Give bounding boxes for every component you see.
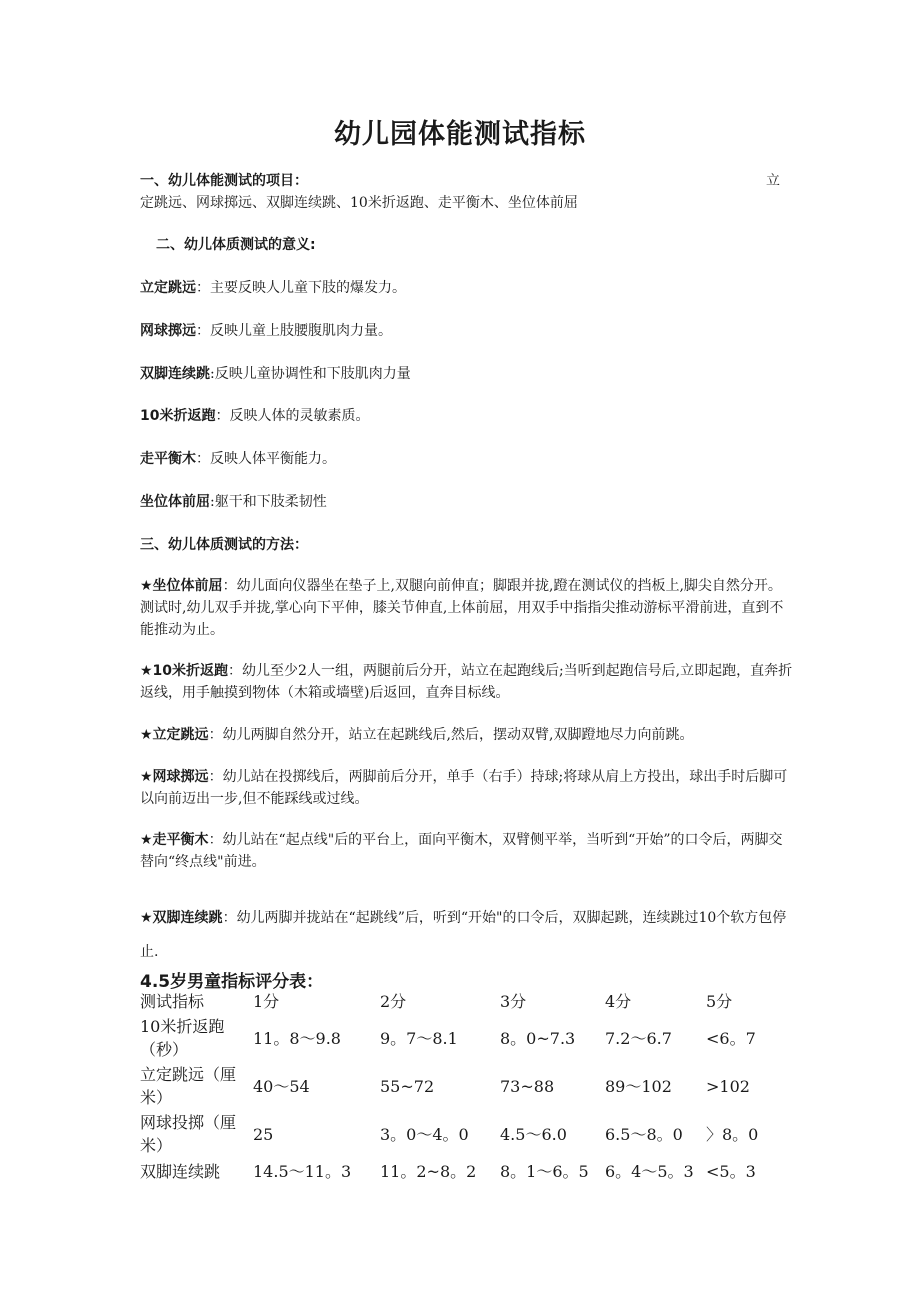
meaning-label: 坐位体前屈 bbox=[140, 494, 210, 510]
method-text: 幼儿站在“起点线"后的平台上，面向平衡木，双臂侧平举，当听到“开始”的口令后，两脚交替向“终点线"前进。 bbox=[140, 832, 783, 870]
meaning-text: 反映儿童上肢腰腹肌肉力量。 bbox=[210, 323, 392, 339]
meaning-text: 躯干和下肢柔韧性 bbox=[214, 494, 327, 510]
method-label: ★走平衡木 bbox=[140, 832, 209, 848]
method-label: ★坐位体前屈 bbox=[140, 578, 223, 594]
table-header-cell: 2分 bbox=[380, 992, 407, 1011]
method-text: 幼儿两脚并拢站在“起跳线”后，听到“开始"的口令后，双脚起跳，连续跳过10个软方包停止. bbox=[140, 910, 787, 960]
meaning-text: 反映人体平衡能力。 bbox=[210, 451, 336, 467]
table-cell: <6。7 bbox=[706, 1029, 756, 1048]
table-cell: 〉8。0 bbox=[706, 1125, 759, 1144]
method-item bbox=[140, 660, 795, 704]
section3-heading: 三、幼儿体质测试的方法： bbox=[140, 537, 308, 553]
method-item bbox=[140, 766, 795, 810]
table-cell: 9。7～8.1 bbox=[380, 1029, 458, 1048]
method-item bbox=[140, 901, 795, 969]
meaning-item bbox=[140, 448, 336, 470]
table-cell: 25 bbox=[253, 1125, 274, 1144]
method-text: 幼儿站在投掷线后，两脚前后分开，单手（右手）持球;将球从肩上方投出，球出手时后脚可以向前迈出一步,但不能踩线或过线。 bbox=[140, 769, 788, 807]
meaning-text: 主要反映人儿童下肢的爆发力。 bbox=[210, 280, 406, 296]
meaning-sep: ： bbox=[215, 408, 230, 424]
table-header-cell: 1分 bbox=[253, 992, 280, 1011]
table-cell: 8。0~7.3 bbox=[500, 1029, 576, 1048]
table-cell: 7.2～6.7 bbox=[605, 1029, 672, 1048]
meaning-text: 反映儿童协调性和下肢肌肉力量 bbox=[214, 366, 411, 382]
meaning-label: 10米折返跑 bbox=[140, 408, 216, 424]
method-label: ★双脚连续跳 bbox=[140, 910, 223, 926]
method-label: ★网球掷远 bbox=[140, 769, 209, 785]
table-header-cell: 测试指标 bbox=[140, 992, 205, 1011]
table-cell: 3。0～4。0 bbox=[380, 1125, 469, 1144]
table-row-label: 双脚连续跳 bbox=[140, 1162, 221, 1181]
meaning-item bbox=[140, 405, 369, 427]
table-row-label: 立定跳远（厘米） bbox=[140, 1065, 237, 1107]
table-cell: 11。2~8。2 bbox=[380, 1162, 477, 1181]
table-cell: 89～102 bbox=[605, 1077, 672, 1096]
method-sep: ： bbox=[208, 727, 223, 743]
table-cell: 40～54 bbox=[253, 1077, 310, 1096]
method-sep: ： bbox=[222, 578, 237, 594]
method-item bbox=[140, 724, 795, 746]
table-cell: 8。1～6。5 bbox=[500, 1162, 589, 1181]
meaning-sep: : bbox=[210, 366, 215, 382]
meaning-text: 反映人体的灵敏素质。 bbox=[229, 408, 370, 424]
table-cell: <5。3 bbox=[706, 1162, 756, 1181]
meaning-item bbox=[140, 491, 327, 513]
method-sep: ： bbox=[208, 769, 223, 785]
method-text: 幼儿两脚自然分开，站立在起跳线后,然后，摆动双臂,双脚蹬地尽力向前跳。 bbox=[222, 727, 694, 743]
meaning-label: 立定跳远 bbox=[140, 280, 196, 296]
table-cell: >102 bbox=[706, 1077, 750, 1096]
meaning-sep: ： bbox=[196, 323, 210, 339]
table-header-cell: 5分 bbox=[706, 992, 733, 1011]
method-label: ★10米折返跑 bbox=[140, 663, 229, 679]
table-cell: 6.5～8。0 bbox=[605, 1125, 683, 1144]
meaning-item bbox=[140, 277, 406, 299]
table-cell: 55~72 bbox=[380, 1077, 435, 1096]
method-item bbox=[140, 575, 795, 641]
method-text: 幼儿至少2人一组，两腿前后分开，站立在起跑线后;当听到起跑信号后,立即起跑，直奔折返线，用手触摸到物体（木箱或墙壁)后返回，直奔目标线。 bbox=[140, 663, 793, 701]
meaning-item bbox=[140, 320, 392, 342]
table-cell: 11。8～9.8 bbox=[253, 1029, 341, 1048]
table-title: 4.5岁男童指标评分表： bbox=[140, 972, 324, 992]
table-row-label: 10米折返跑（秒） bbox=[140, 1017, 225, 1059]
section1-heading: 一、幼儿体能测试的项目： bbox=[140, 173, 308, 189]
page-title: 幼儿园体能测试指标 bbox=[334, 119, 586, 150]
method-sep: ： bbox=[208, 832, 223, 848]
meaning-label: 走平衡木 bbox=[140, 451, 196, 467]
meaning-sep: : bbox=[210, 494, 215, 510]
meaning-label: 双脚连续跳 bbox=[140, 366, 210, 382]
section1-items-head: 立 bbox=[766, 173, 780, 189]
method-text: 幼儿面向仪器坐在垫子上,双腿向前伸直；脚跟并拢,蹬在测试仪的挡板上,脚尖自然分开。测试时,幼儿双手并拢,掌心向下平伸，膝关节伸直,上体前屈，用双手中指指尖推动游标平滑前进，直到不能推动为止。 bbox=[140, 578, 784, 638]
table-cell: 6。4～5。3 bbox=[605, 1162, 694, 1181]
table-cell: 14.5～11。3 bbox=[253, 1162, 352, 1181]
table-header-cell: 3分 bbox=[500, 992, 527, 1011]
section2-heading: 二、幼儿体质测试的意义: bbox=[156, 237, 316, 253]
meaning-sep: ： bbox=[196, 280, 210, 296]
method-sep: ： bbox=[228, 663, 243, 679]
table-row-label: 网球投掷（厘米） bbox=[140, 1113, 237, 1155]
meaning-label: 网球掷远 bbox=[140, 323, 196, 339]
method-label: ★立定跳远 bbox=[140, 727, 209, 743]
table-cell: 73~88 bbox=[500, 1077, 555, 1096]
meaning-item bbox=[140, 363, 411, 385]
meaning-sep: ： bbox=[196, 451, 210, 467]
method-item bbox=[140, 829, 795, 873]
section1-items: 定跳远、网球掷远、双脚连续跳、10米折返跑、走平衡木、坐位体前屈 bbox=[140, 195, 578, 211]
table-header-cell: 4分 bbox=[605, 992, 632, 1011]
method-sep: ： bbox=[222, 910, 237, 926]
table-cell: 4.5～6.0 bbox=[500, 1125, 567, 1144]
